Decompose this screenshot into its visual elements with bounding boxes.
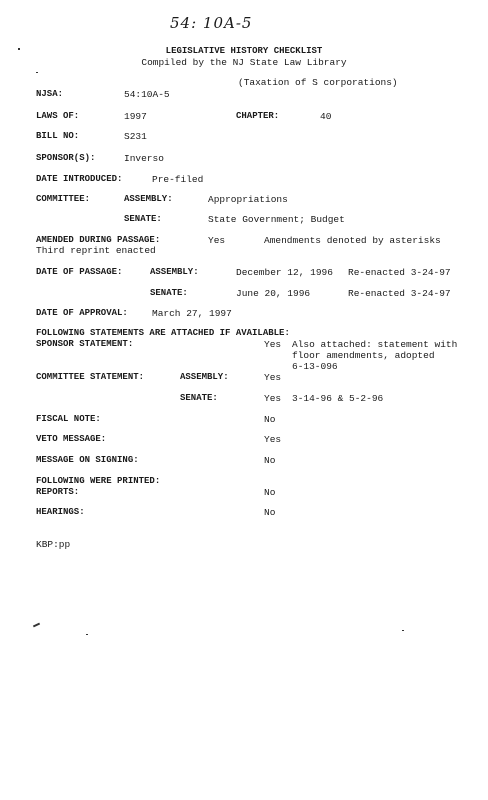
scan-speck: [33, 623, 40, 628]
sponsor-statement-note-1: Also attached: statement with: [292, 339, 458, 350]
sponsor-statement-value: Yes: [264, 339, 282, 350]
passage-senate-date: June 20, 1996: [236, 288, 311, 299]
handwritten-number: 54: 10A-5: [170, 14, 253, 32]
committee-statement-senate-note: 3-14-96 & 5-2-96: [292, 393, 384, 404]
committee-statement-assembly-value: Yes: [264, 372, 282, 383]
njsa-label: NJSA:: [36, 89, 64, 99]
committee-senate-label: SENATE:: [124, 214, 162, 224]
amended-label: AMENDED DURING PASSAGE:: [36, 235, 161, 245]
date-of-approval-label: DATE OF APPROVAL:: [36, 308, 128, 318]
veto-message-value: Yes: [264, 434, 282, 445]
scan-speck: [36, 72, 38, 73]
hearings-value: No: [264, 507, 276, 518]
date-introduced-value: Pre-filed: [152, 174, 204, 185]
veto-message-label: VETO MESSAGE:: [36, 434, 107, 444]
document-subtitle: Compiled by the NJ State Law Library: [141, 57, 347, 68]
date-introduced-label: DATE INTRODUCED:: [36, 174, 123, 184]
committee-assembly-value: Appropriations: [208, 194, 288, 205]
passage-senate-note: Re-enacted 3-24-97: [348, 288, 451, 299]
document-title: LEGISLATIVE HISTORY CHECKLIST: [165, 46, 323, 56]
laws-of-value: 1997: [124, 111, 147, 122]
following-printed-heading: FOLLOWING WERE PRINTED:: [36, 476, 161, 486]
typist-initials: KBP:pp: [36, 539, 71, 550]
subject: (Taxation of S corporations): [238, 77, 398, 88]
sponsor-value: Inverso: [124, 153, 164, 164]
laws-of-label: LAWS OF:: [36, 111, 80, 121]
date-of-passage-label: DATE OF PASSAGE:: [36, 267, 123, 277]
hearings-label: HEARINGS:: [36, 507, 85, 517]
committee-label: COMMITTEE:: [36, 194, 91, 204]
scan-speck: [402, 630, 404, 631]
amended-note: Amendments denoted by asterisks: [264, 235, 441, 246]
passage-assembly-note: Re-enacted 3-24-97: [348, 267, 451, 278]
amended-note2: Third reprint enacted: [36, 245, 156, 256]
chapter-value: 40: [320, 111, 332, 122]
scan-speck: [18, 48, 20, 50]
message-on-signing-label: MESSAGE ON SIGNING:: [36, 455, 139, 465]
passage-assembly-date: December 12, 1996: [236, 267, 333, 278]
reports-value: No: [264, 487, 276, 498]
passage-assembly-label: ASSEMBLY:: [150, 267, 199, 277]
amended-value: Yes: [208, 235, 226, 246]
sponsor-statement-note-3: 6-13-096: [292, 361, 338, 372]
sponsor-statement-note-2: floor amendments, adopted: [292, 350, 435, 361]
committee-senate-value: State Government; Budget: [208, 214, 345, 225]
bill-no-label: BILL NO:: [36, 131, 80, 141]
sponsor-label: SPONSOR(S):: [36, 153, 96, 163]
fiscal-note-label: FISCAL NOTE:: [36, 414, 101, 424]
committee-statement-label: COMMITTEE STATEMENT:: [36, 372, 145, 382]
message-on-signing-value: No: [264, 455, 276, 466]
reports-label: REPORTS:: [36, 487, 80, 497]
bill-no-value: S231: [124, 131, 147, 142]
committee-statement-senate-label: SENATE:: [180, 393, 218, 403]
date-of-approval-value: March 27, 1997: [152, 308, 232, 319]
njsa-value: 54:10A-5: [124, 89, 170, 100]
committee-assembly-label: ASSEMBLY:: [124, 194, 173, 204]
following-attached-heading: FOLLOWING STATEMENTS ARE ATTACHED IF AVAILABLE:: [36, 328, 290, 338]
chapter-label: CHAPTER:: [236, 111, 280, 121]
scan-speck: [86, 634, 88, 635]
committee-statement-senate-value: Yes: [264, 393, 282, 404]
sponsor-statement-label: SPONSOR STATEMENT:: [36, 339, 134, 349]
fiscal-note-value: No: [264, 414, 276, 425]
passage-senate-label: SENATE:: [150, 288, 188, 298]
committee-statement-assembly-label: ASSEMBLY:: [180, 372, 229, 382]
